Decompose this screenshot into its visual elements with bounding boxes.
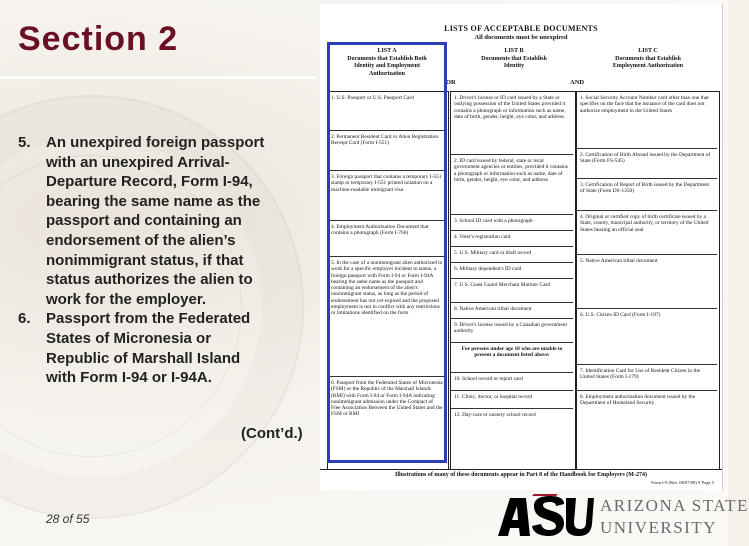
list-c-header [578, 48, 718, 71]
list-a-item: 3. Foreign passport that contains a temporary I-551 stamp or temporary I-551 printed notation on a machine-readable immigrant visa [328, 170, 446, 220]
list-c-item: 6. U.S. Citizen ID Card (Form I-197) [577, 308, 717, 364]
text-line: bearing the same name as the [46, 192, 261, 210]
asu-wordmark [600, 495, 749, 539]
list-b-item: 2. ID card issued by federal, state or local government agencies or entities, provided it contains a photograph or information such as name, date of birth, gender, height, eye color, and address [451, 154, 573, 214]
list-a-item: 5. In the case of a nonimmigrant alien authorized to work for a specific employer incident to status, a foreign passport with Form I-94 or Form I-94A bearing the same name as the passport and containing an endorsement of the alien's nonimmigrant status, as long as the period of endorsement has not yet expired and the proposed employment is not in conflict with any restrictions or limitations identified on the form [328, 256, 446, 376]
list-b-desc-2: Identity [503, 63, 525, 69]
continued-label: (Cont’d.) [241, 425, 303, 442]
list-b-item: 8. Native American tribal document [451, 302, 573, 318]
text-line: Republic of Marshall Island [46, 349, 241, 367]
text-line: work for the employer. [46, 290, 207, 308]
text-line: passport and containing an [46, 212, 242, 230]
list-item-number: 5. [18, 134, 31, 151]
slide-title: Section 2 [18, 20, 179, 58]
list-item-number: 6. [18, 310, 31, 328]
list-a-item: 6. Passport from the Federated States of Micronesia (FSM) or the Republic of the Marshall Islands (RMI) with Form I-94 or Form I-94A indicating nonimmigrant admission under the Compact of Free Association Between the United States and the FSM or RMI [328, 376, 446, 468]
list-a-desc-1: Documents that Establish Both [347, 55, 427, 62]
text-line: with an unexpired Arrival- [46, 153, 230, 171]
list-c-item: 4. Original or certified copy of birth certificate issued by a State, county, municipal authority, or territory of the United States bearing an official seal [577, 210, 717, 254]
asu-mark-icon [496, 492, 594, 538]
or-label: OR [446, 79, 456, 86]
list-b-item: 12. Day-care or nursery school record [451, 408, 573, 468]
list-b-item: 3. School ID card with a photograph [451, 214, 573, 230]
list-b-column [450, 91, 576, 470]
list-item-text [46, 133, 264, 309]
wordmark-line-2: UNIVERSITY [600, 518, 717, 537]
list-c-desc-1: Documents that Establish [615, 55, 681, 62]
text-line: An unexpired foreign passport [46, 134, 265, 151]
list-a-desc-3: Authorization [369, 70, 405, 77]
list-b-desc-1: Documents that Establish [481, 55, 547, 62]
text-line: Passport from the Federated [46, 310, 251, 328]
list-b-minor-note: For persons under age 18 who are unable to present a document listed above: [451, 342, 573, 372]
list-a-highlight-box [327, 42, 447, 463]
list-c-item: 8. Employment authorization document issued by the Department of Homeland Security [577, 390, 717, 468]
list-c-column [576, 91, 720, 470]
list-c-item: 1. Social Security Account Number card other than one that specifies on the face that the issuance of the card does not authorize employment in the United States [580, 95, 709, 114]
text-line: endorsement of the alien’s [46, 231, 236, 249]
list-a-item: 2. Permanent Resident Card or Alien Registration Receipt Card (Form I-551) [328, 130, 446, 170]
list-item-6 [18, 309, 318, 387]
form-number: Form I-9 (Rev. 08/07/09) Y Page 5 [651, 480, 714, 485]
list-b-label: LIST B [504, 48, 524, 54]
text-line: status authorizes the alien to [46, 271, 253, 289]
and-label: AND [570, 79, 585, 86]
title-divider [0, 76, 316, 79]
list-b-item: 10. School record or report card [451, 372, 573, 390]
list-b-item: 4. Voter's registration card [451, 230, 573, 246]
list-item-text [46, 309, 250, 387]
list-c-desc-2: Employment Authorization [612, 63, 684, 69]
list-c-item: 3. Certification of Report of Birth issued by the Department of State (Form DS-1350) [577, 178, 717, 210]
list-b-item: 9. Driver's license issued by a Canadian government authority [451, 318, 573, 342]
list-a-label: LIST A [377, 48, 397, 54]
list-a-item: 1. U.S. Passport or U.S. Passport Card [331, 95, 414, 101]
text-line: nonimmigrant status, if that [46, 251, 244, 269]
list-b-item: 6. Military dependent's ID card [451, 262, 573, 278]
text-line: States of Micronesia or [46, 329, 212, 347]
list-a-item: 4. Employment Authorization Document that contains a photograph (Form I-766) [328, 220, 446, 256]
text-line: with Form I-94 or I-94A. [46, 369, 212, 387]
page-number: 28 of 55 [46, 512, 90, 526]
list-c-label: LIST C [638, 48, 658, 54]
list-b-header [454, 48, 574, 71]
requirement-list [18, 133, 318, 388]
list-c-item: 5. Native American tribal document [577, 254, 717, 308]
list-b-item: 1. Driver's license or ID card issued by a State or outlying possession of the United States provided it contains a photograph or information such as name, date of birth, gender, height, eye color, and address [454, 95, 566, 120]
form-footer: Illustrations of many of these documents appear in Part 8 of the Handbook for Employers (M-274) [320, 469, 722, 481]
list-c-item: 2. Certification of Birth Abroad issued by the Department of State (Form FS-545) [577, 148, 717, 178]
list-b-item: 11. Clinic, doctor, or hospital record [451, 390, 573, 408]
form-title: LISTS OF ACCEPTABLE DOCUMENTS [444, 24, 598, 33]
asu-logo [496, 492, 749, 540]
wordmark-line-1: ARIZONA STATE [600, 496, 749, 515]
list-item-5 [18, 133, 318, 309]
list-a-desc-2: Identity and Employment [353, 63, 420, 69]
list-b-item: 5. U.S. Military card or draft record [451, 246, 573, 262]
form-subtitle: All documents must be unexpired [474, 34, 568, 41]
text-line: Departure Record, Form I-94, [46, 173, 253, 191]
list-c-item: 7. Identification Card for Use of Resident Citizen in the United States (Form I-179) [577, 364, 717, 390]
list-b-item: 7. U.S. Coast Guard Merchant Mariner Card [451, 278, 573, 302]
